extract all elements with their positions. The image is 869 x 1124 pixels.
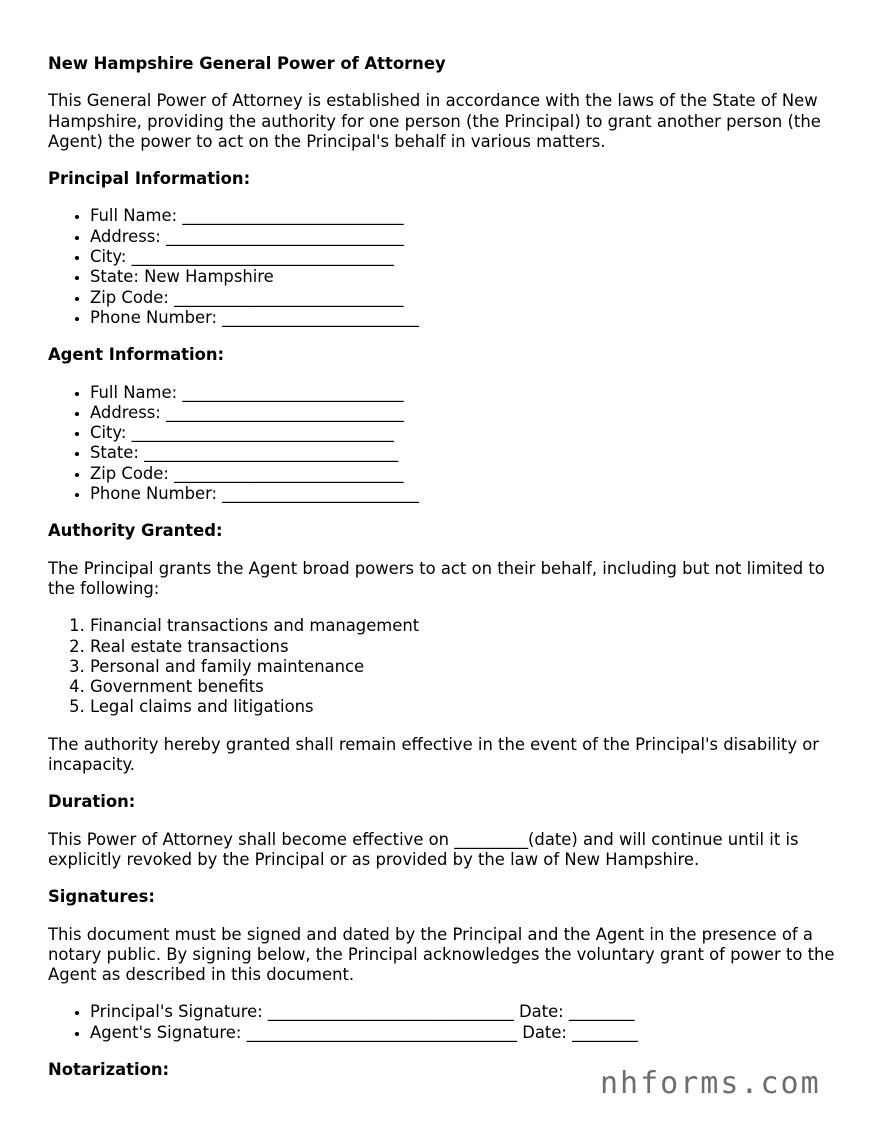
agent-list — [48, 383, 838, 505]
principal-phone: • Phone Number: ________________________ — [90, 308, 838, 328]
agent-city: • City: ________________________________ — [90, 423, 838, 443]
agent-heading: Agent Information: — [48, 345, 225, 365]
authority-heading: Authority Granted: — [48, 521, 223, 541]
principal-state: • State: New Hampshire — [90, 267, 838, 287]
intro-paragraph: This General Power of Attorney is established in accordance with the laws of the State of New Hampshire, providing the authority for one person (the Principal) to grant another person (the Agent) the power to act on the Principal's behalf in various matters. — [48, 91, 821, 151]
principal-list — [48, 206, 838, 328]
principal-full-name: • Full Name: ___________________________ — [90, 206, 838, 226]
agent-state: • State: _______________________________ — [90, 443, 838, 463]
principal-heading: Principal Information: — [48, 169, 251, 189]
authority-item: 3. Personal and family maintenance — [90, 657, 838, 677]
authority-item: 4. Government benefits — [90, 677, 838, 697]
site-watermark: nhforms.com — [600, 1066, 821, 1101]
principal-city: • City: ________________________________ — [90, 247, 838, 267]
authority-item: 2. Real estate transactions — [90, 637, 838, 657]
authority-closing: The authority hereby granted shall remain effective in the event of the Principal's disability or incapacity. — [48, 734, 819, 775]
signatures-list — [48, 1002, 838, 1043]
agent-signature-line: • Agent's Signature: _________________________________ Date: ________ — [90, 1023, 838, 1043]
principal-signature-line: • Principal's Signature: ______________________________ Date: ________ — [90, 1002, 838, 1022]
agent-phone: • Phone Number: ________________________ — [90, 484, 838, 504]
agent-address: • Address: _____________________________ — [90, 403, 838, 423]
authority-item: 1. Financial transactions and management — [90, 616, 838, 636]
principal-address: • Address: _____________________________ — [90, 227, 838, 247]
authority-item: 5. Legal claims and litigations — [90, 697, 838, 717]
agent-zip: • Zip Code: ____________________________ — [90, 464, 838, 484]
signatures-text: This document must be signed and dated by the Principal and the Agent in the presence of a notary public. By signing below, the Principal acknowledges the voluntary grant of power to the Agent as described in this document. — [48, 924, 835, 985]
document-page — [48, 54, 838, 1080]
agent-full-name: • Full Name: ___________________________ — [90, 383, 838, 403]
notarization-heading: Notarization: — [48, 1059, 170, 1079]
duration-heading: Duration: — [48, 792, 136, 812]
document-title: New Hampshire General Power of Attorney — [48, 54, 446, 73]
signatures-heading: Signatures: — [48, 887, 155, 907]
authority-list — [48, 616, 838, 717]
principal-zip: • Zip Code: ____________________________ — [90, 288, 838, 308]
authority-intro: The Principal grants the Agent broad powers to act on their behalf, including but not limited to the following: — [48, 558, 825, 598]
duration-text: This Power of Attorney shall become effective on _________(date) and will continue until it is explicitly revoked by the Principal or as provided by the law of New Hampshire. — [48, 829, 799, 869]
